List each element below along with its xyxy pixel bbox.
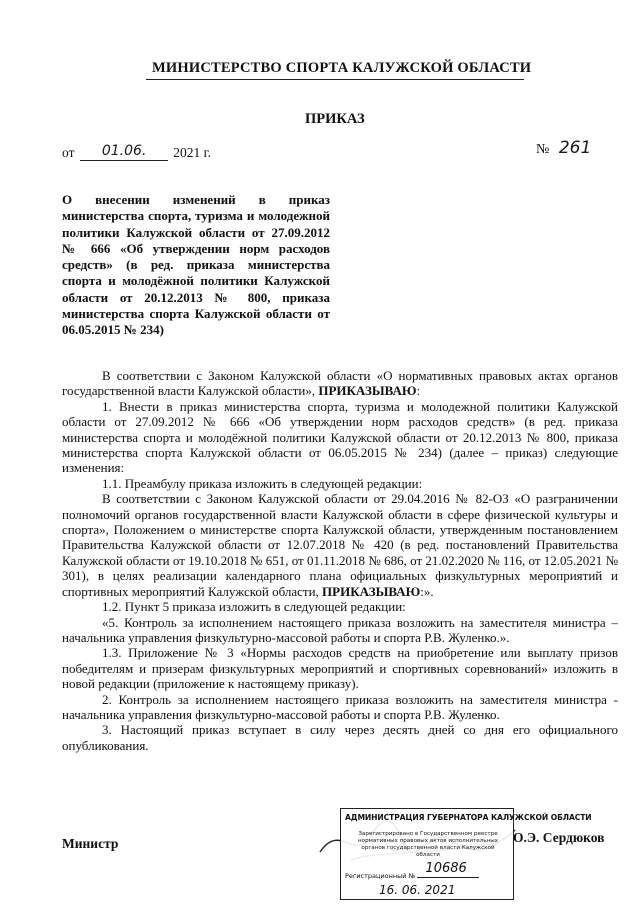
order-title: ПРИКАЗ: [305, 111, 365, 127]
date-handwritten: 01.06.: [101, 143, 147, 159]
order-body: [62, 368, 618, 753]
stamp-text: Зарегистрировано в Государственном реестре нормативных правовых актов исполнительных органов государственной власти Калужской области: [358, 831, 498, 858]
paragraph: 2. Контроль за исполнением настоящего приказа возложить на заместителя министра - начальника управления физкультурно-массовой работы и спорта Р.В. Жуленко.: [62, 691, 618, 722]
ministry-name: МИНИСТЕРСТВО СПОРТА КАЛУЖСКОЙ ОБЛАСТИ: [152, 60, 532, 76]
paragraph: 1.1. Преамбулу приказа изложить в следующей редакции:: [102, 475, 423, 491]
paragraph-text: В соответствии с Законом Калужской области «О нормативных правовых актах органов государственной власти Калужской области»,: [62, 368, 618, 399]
paragraph: 1.3. Приложение № 3 «Нормы расходов средств на приобретение или выплату призов победителям и призерам физкультурных мероприятий и спортивных соревнований» изложить в новой редакции (приложение к настоящему приказу).: [62, 645, 618, 692]
paragraph: 1. Внести в приказ министерства спорта, туризма и молодежной политики Калужской области от 27.09.2012 № 666 «Об утверждении норм расходов средств» (в ред. приказа министерства спорта и молодёжной политики Калужской области от 20.12.2013 № 800, приказа министерства спорта Калужской области от 06.05.2015 № 234) (далее – приказ) следующие изменения:: [62, 398, 618, 476]
date-suffix: 2021 г.: [173, 145, 211, 160]
paragraph: 1.2. Пункт 5 приказа изложить в следующей редакции:: [102, 599, 406, 615]
signatory-position: Министр: [62, 836, 119, 851]
paragraph: [62, 368, 618, 399]
orders-word: ПРИКАЗЫВАЮ: [318, 383, 417, 399]
paragraph-end: :: [416, 383, 421, 399]
header-divider: [146, 79, 524, 80]
order-number: [536, 138, 591, 158]
date-prefix: от: [62, 145, 75, 160]
stamp-reg-number: 10686: [425, 861, 467, 876]
stamp-date: 16. 06. 2021: [379, 883, 456, 897]
number-prefix: №: [536, 142, 550, 157]
stamp-registration: [345, 861, 479, 880]
paragraph: [62, 491, 618, 599]
stamp-reg-label: Регистрационный №: [345, 872, 416, 880]
order-subject: О внесении изменений в приказ министерства спорта, туризма и молодежной политики Калужской области от 27.09.2012 № 666 «Об утверждении норм расходов средств» (в ред. приказа министерства спорта и молодёжной политики Калужской области от 20.12.2013 № 800, приказа министерства спорта Калужской области от 06.05.2015 № 234): [62, 192, 330, 338]
paragraph-end: :».: [420, 583, 434, 599]
paragraph-text: В соответствии с Законом Калужской области от 29.04.2016 № 82-ОЗ «О разграничении полномочий органов государственной власти Калужской области в сфере физической культуры и спорта», Положением о министерстве спорта Калужской области, утвержденным постановлением Правительства Калужской области от 12.07.2018 № 420 (в ред. постановлений Правительства Калужской области от 19.10.2018 № 651, от 01.11.2018 № 686, от 21.02.2020 № 116, от 12.05.2021 № 301), в целях реализации календарного плана официальных физкультурных мероприятий и спортивных мероприятий Калужской области,: [62, 491, 618, 599]
stamp-reg-field: [417, 861, 479, 878]
stamp-title: АДМИНИСТРАЦИЯ ГУБЕРНАТОРА КАЛУЖСКОЙ ОБЛАСТИ: [345, 813, 592, 822]
order-date: [62, 145, 211, 161]
paragraph: 3. Настоящий приказ вступает в силу через десять дней со дня его официального опубликования.: [62, 722, 618, 753]
number-handwritten: 261: [558, 138, 592, 158]
orders-word: ПРИКАЗЫВАЮ: [322, 583, 421, 599]
date-field: [80, 143, 168, 161]
signatory-name: О.Э. Сердюков: [513, 830, 605, 845]
paragraph: «5. Контроль за исполнением настоящего приказа возложить на заместителя министра – начальника управления физкультурно-массовой работы и спорта Р.В. Жуленко.».: [62, 614, 618, 645]
